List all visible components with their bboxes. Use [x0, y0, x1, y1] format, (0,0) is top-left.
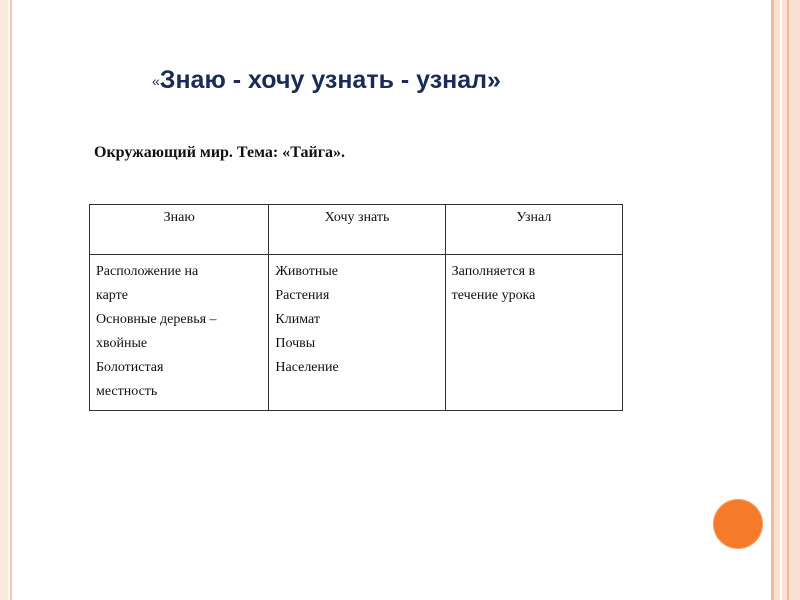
learned-cell: [445, 255, 622, 411]
cell-line: хвойные: [96, 336, 148, 351]
right-border-line: [780, 0, 782, 600]
cell-line: течение урока: [451, 288, 536, 303]
table-row: [90, 255, 623, 411]
table-header-row: [90, 205, 623, 255]
column-header-know: Знаю: [90, 205, 269, 255]
cell-line: Животные: [275, 264, 338, 279]
left-border-decoration: [0, 0, 8, 600]
know-cell: [90, 255, 269, 411]
cell-line: Болотистая: [96, 360, 164, 375]
column-header-want-to-know: Хочу знать: [269, 205, 445, 255]
cell-line: Основные деревья –: [96, 312, 217, 327]
cell-line: Расположение на: [96, 264, 199, 279]
cell-line: Население: [275, 360, 339, 375]
right-border-line: [771, 0, 774, 600]
right-border-decoration: [772, 0, 800, 600]
slide-title: [152, 66, 612, 95]
column-header-learned: Узнал: [445, 205, 622, 255]
right-border-line: [787, 0, 789, 600]
slide-subtitle: Окружающий мир. Тема: «Тайга».: [94, 144, 345, 161]
cell-line: Почвы: [275, 336, 316, 351]
cell-line: местность: [96, 384, 158, 399]
title-open-quote: «: [152, 73, 160, 89]
cell-line: карте: [96, 288, 128, 303]
orange-circle-decoration: [713, 499, 763, 549]
cell-line: Климат: [275, 312, 320, 327]
cell-line: Растения: [275, 288, 330, 303]
want-to-know-cell: [269, 255, 445, 411]
cell-line: Заполняется в: [451, 264, 536, 279]
title-text: Знаю - хочу узнать - узнал»: [159, 66, 501, 94]
kwl-table: [89, 204, 623, 411]
left-border-line: [10, 0, 12, 600]
